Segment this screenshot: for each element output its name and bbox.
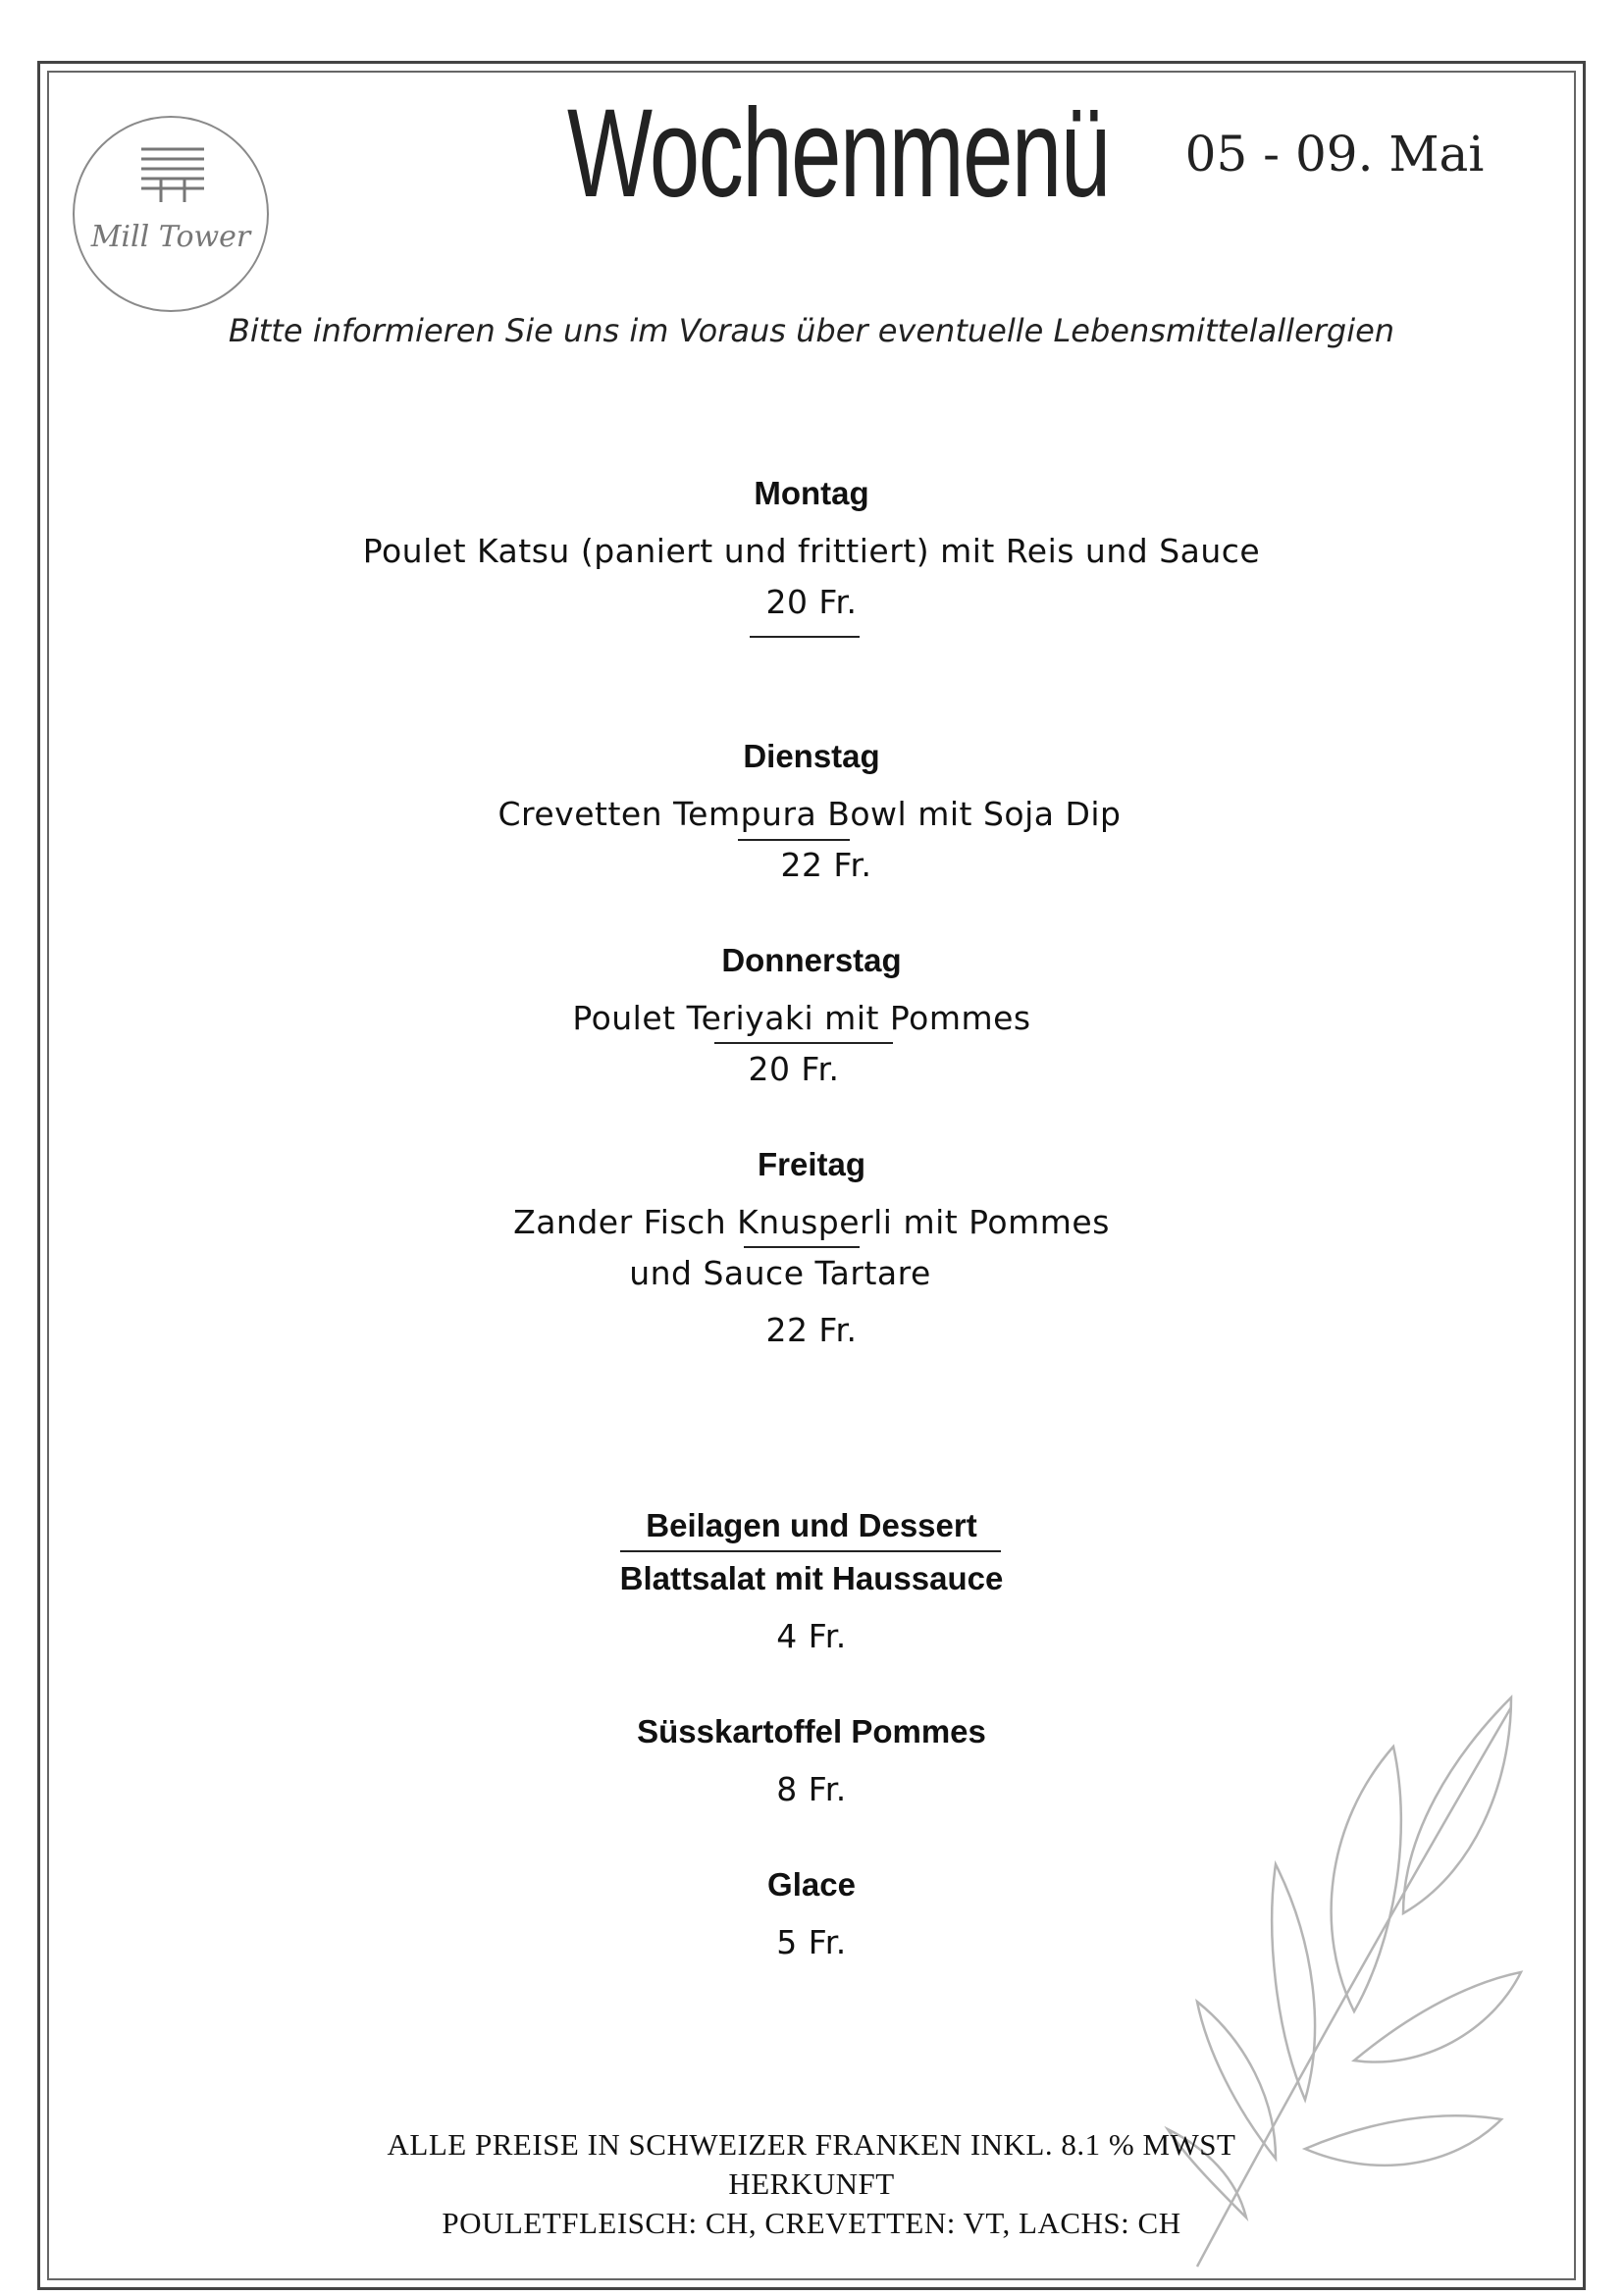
side-item-price: 5 Fr.	[776, 1923, 847, 1961]
price-montag: 20 Fr.	[765, 583, 858, 621]
day-heading-donnerstag: Donnerstag	[721, 942, 902, 978]
page-title: Wochenmenü	[567, 83, 1110, 224]
side-item-price: 4 Fr.	[776, 1617, 847, 1655]
week-date: 05 - 09. Mai	[1184, 126, 1485, 183]
divider-line	[750, 636, 860, 638]
day-heading-dienstag: Dienstag	[743, 738, 880, 774]
footer-origin-heading: HERKUNFT	[728, 2166, 895, 2201]
side-item-name: Glace	[767, 1866, 856, 1903]
dish-dienstag: Crevetten Tempura Bowl mit Soja Dip	[497, 795, 1122, 833]
price-freitag: 22 Fr.	[765, 1311, 858, 1349]
dish-montag: Poulet Katsu (paniert und frittiert) mit Reis und Sauce	[362, 532, 1261, 570]
day-heading-montag: Montag	[754, 475, 869, 511]
side-item-name: Blattsalat mit Haussauce	[619, 1560, 1004, 1596]
side-item-price: 8 Fr.	[776, 1770, 847, 1808]
divider-line	[620, 1550, 1001, 1552]
logo-text: Mill Tower	[90, 220, 251, 254]
footer-origin-details: POULETFLEISCH: CH, CREVETTEN: VT, LACHS: CH	[442, 2206, 1181, 2240]
sides-heading: Beilagen und Dessert	[646, 1507, 977, 1543]
footer-price-note: ALLE PREISE IN SCHWEIZER FRANKEN INKL. 8.1 % MWST	[387, 2127, 1236, 2162]
dish-donnerstag: Poulet Teriyaki mit Pommes	[572, 999, 1031, 1037]
divider-line	[738, 839, 850, 841]
price-dienstag: 22 Fr.	[780, 846, 872, 884]
day-heading-freitag: Freitag	[757, 1146, 866, 1182]
allergy-notice: Bitte informieren Sie uns im Voraus über eventuelle Lebensmittelallergien	[228, 312, 1395, 349]
tower-icon	[133, 141, 212, 210]
dish-freitag-line2: und Sauce Tartare	[629, 1254, 931, 1292]
side-item-name: Süsskartoffel Pommes	[637, 1713, 986, 1749]
dish-freitag-line1: Zander Fisch Knusperli mit Pommes	[513, 1203, 1110, 1241]
mill-tower-logo	[73, 116, 269, 312]
divider-line	[744, 1246, 860, 1248]
divider-line	[714, 1042, 893, 1044]
price-donnerstag: 20 Fr.	[748, 1050, 840, 1088]
